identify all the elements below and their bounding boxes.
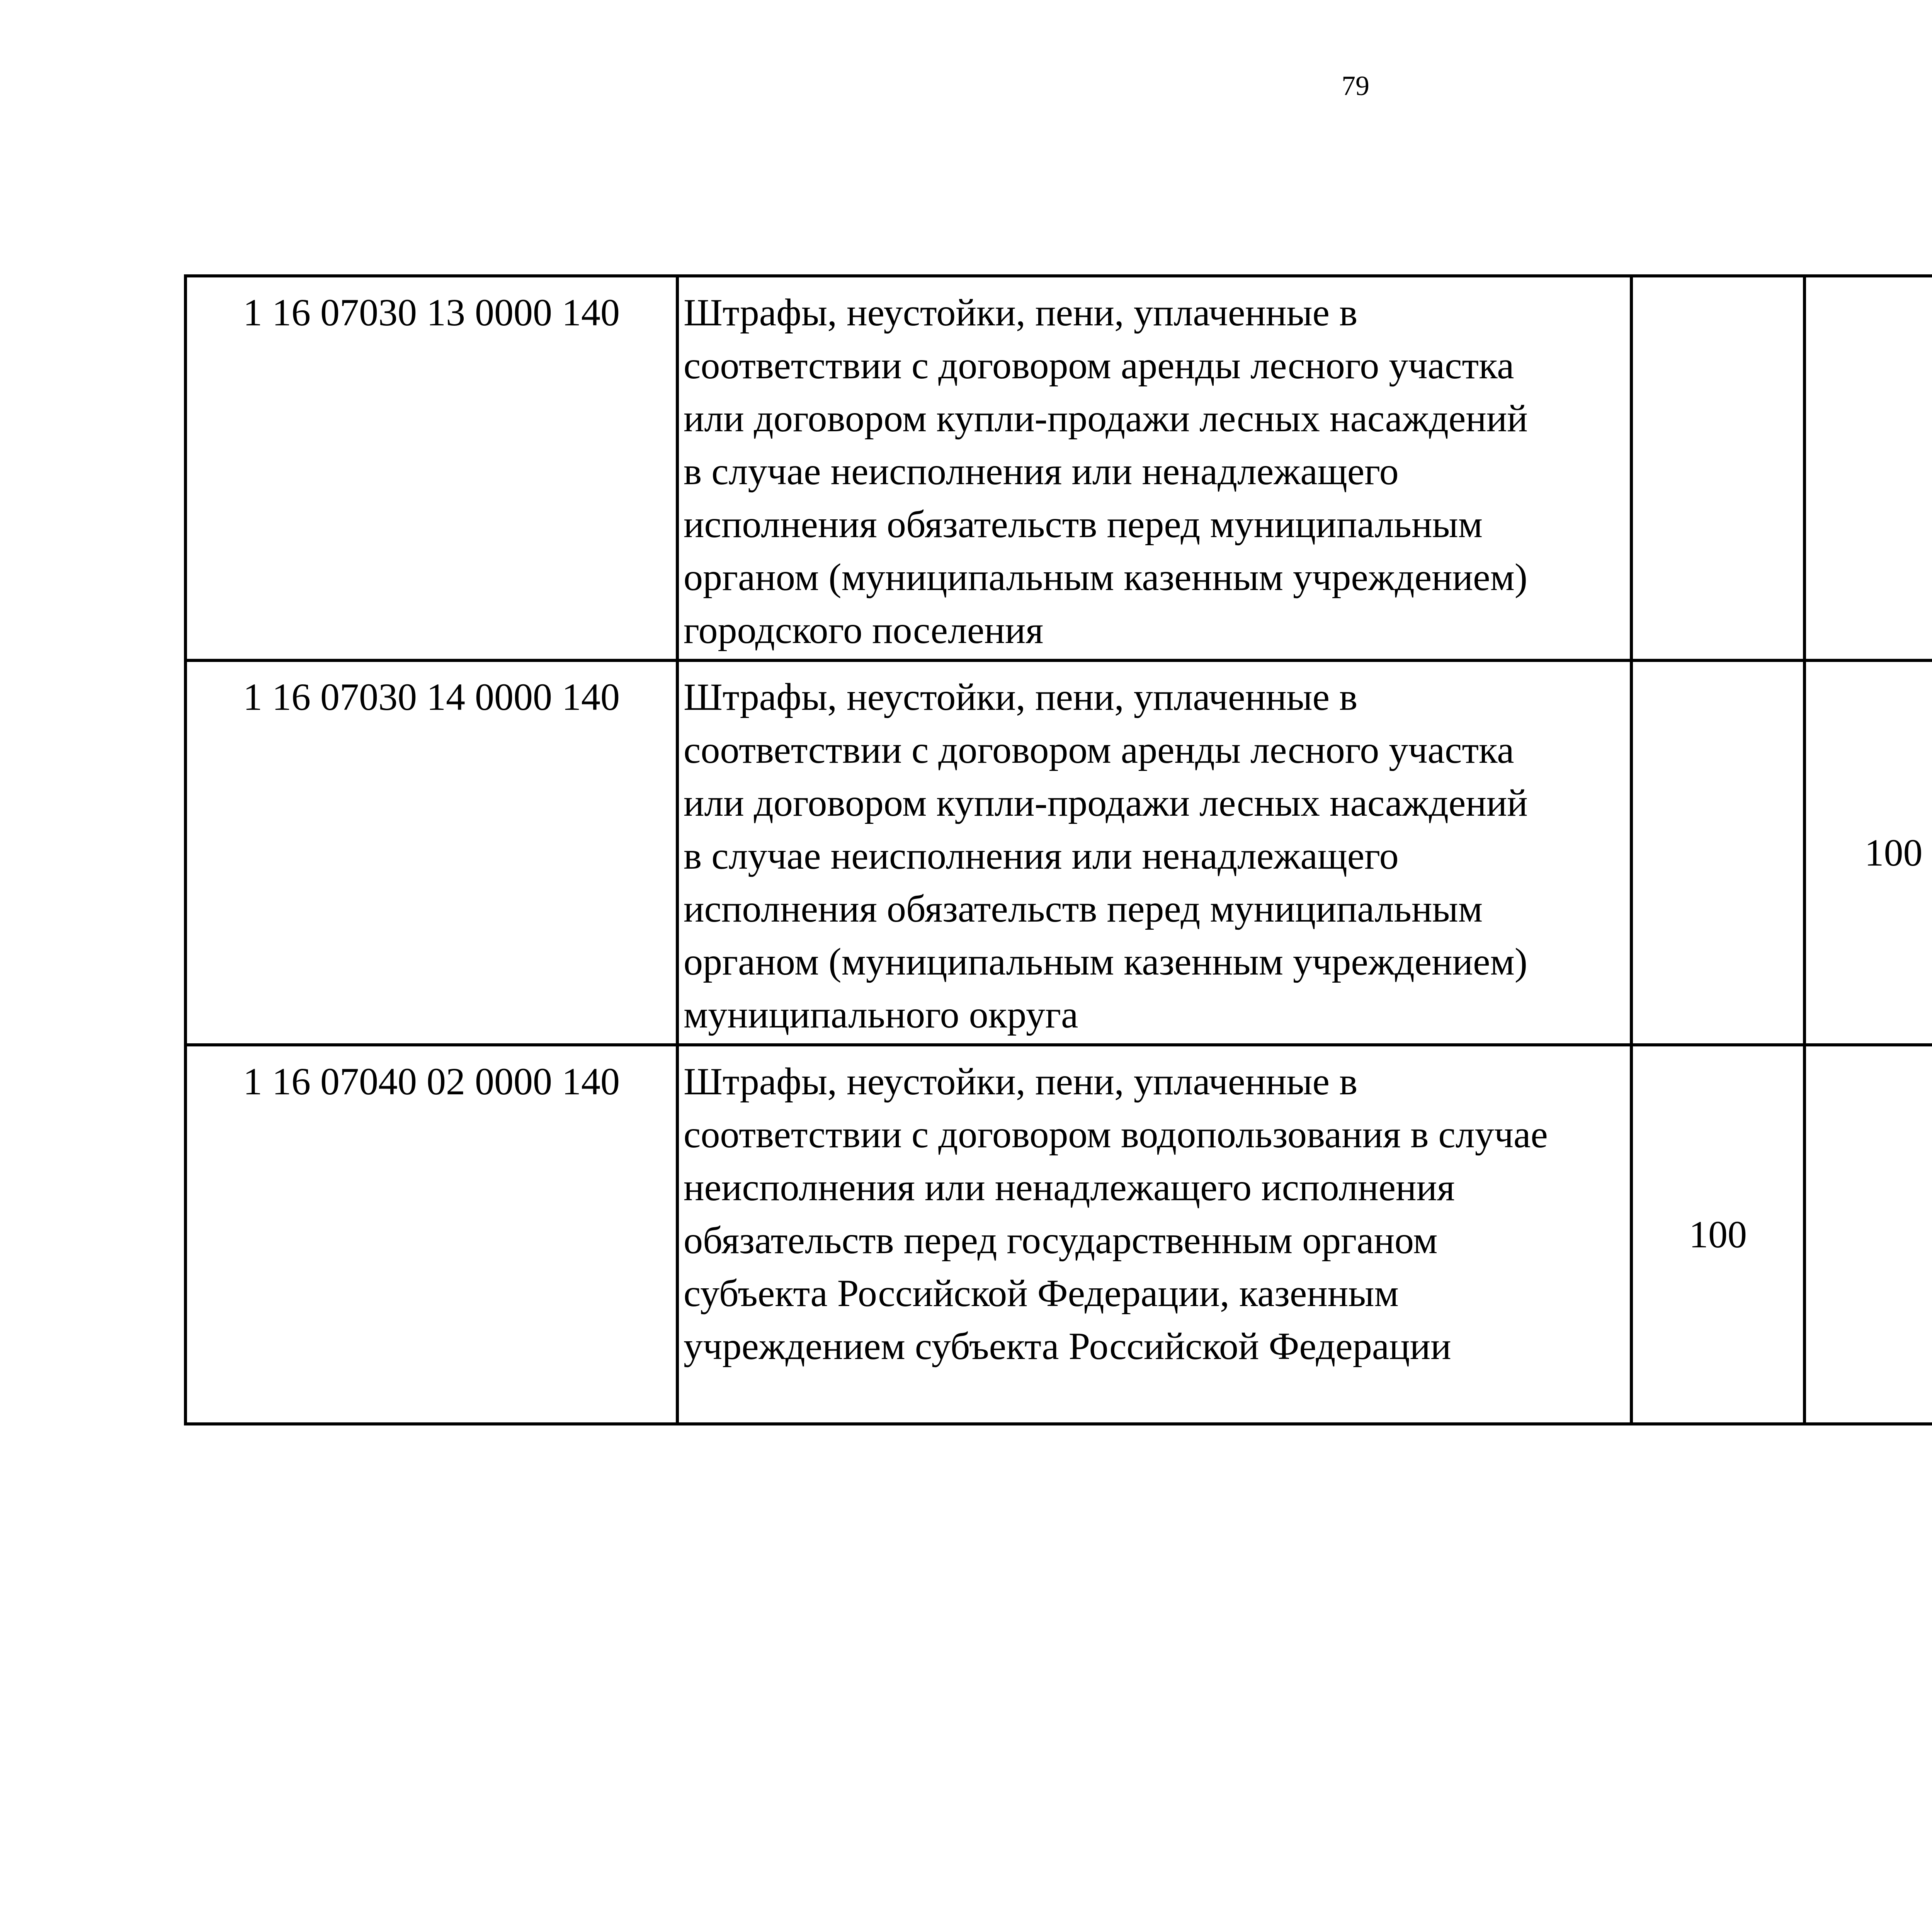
description-line: органом (муниципальным казенным учреждением) [684, 940, 1528, 983]
table-row [185, 660, 1932, 1045]
description-line: субъекта Российской Федерации, казенным [684, 1272, 1399, 1315]
budget-code-cell: 1 16 07030 14 0000 140 [185, 660, 677, 1045]
table-row [185, 1045, 1932, 1424]
description-line: в случае неисполнения или ненадлежащего [684, 450, 1399, 493]
description-line: обязательств перед государственным органом [684, 1219, 1438, 1262]
description-line: исполнения обязательств перед муниципальным [684, 503, 1483, 546]
description-line: в случае неисполнения или ненадлежащего [684, 834, 1399, 877]
description-line: городского поселения [684, 609, 1044, 651]
description-line: Штрафы, неустойки, пени, уплаченные в [684, 291, 1358, 334]
description-line: органом (муниципальным казенным учреждением) [684, 556, 1528, 599]
budget-code-cell: 1 16 07030 13 0000 140 [185, 276, 677, 660]
description-line: соответствии с договором водопользования в случае [684, 1113, 1548, 1156]
description-line: Штрафы, неустойки, пени, уплаченные в [684, 675, 1358, 718]
revenue-distribution-table [184, 274, 1932, 1425]
income-description-cell [677, 1045, 1631, 1424]
description-line: или договором купли-продажи лесных насаждений [684, 781, 1528, 824]
income-description-cell [677, 660, 1631, 1045]
value-cell-col-1 [1631, 660, 1804, 1045]
description-line: соответствии с договором аренды лесного участка [684, 728, 1514, 771]
value-cell-col-2: 100 [1804, 660, 1932, 1045]
description-line: или договором купли-продажи лесных насаждений [684, 397, 1528, 440]
description-line: муниципального округа [684, 993, 1078, 1036]
description-line: учреждением субъекта Российской Федерации [684, 1325, 1451, 1368]
value-cell-col-1: 100 [1631, 1045, 1804, 1424]
budget-code-cell: 1 16 07040 02 0000 140 [185, 1045, 677, 1424]
page-number: 79 [1342, 70, 1369, 101]
value-cell-col-1 [1631, 276, 1804, 660]
description-line: соответствии с договором аренды лесного участка [684, 344, 1514, 387]
description-line: исполнения обязательств перед муниципальным [684, 887, 1483, 930]
description-line: Штрафы, неустойки, пени, уплаченные в [684, 1060, 1358, 1103]
description-line: неисполнения или ненадлежащего исполнения [684, 1166, 1455, 1209]
value-cell-col-2 [1804, 276, 1932, 660]
table-row [185, 276, 1932, 660]
value-cell-col-2 [1804, 1045, 1932, 1424]
income-description-cell [677, 276, 1631, 660]
